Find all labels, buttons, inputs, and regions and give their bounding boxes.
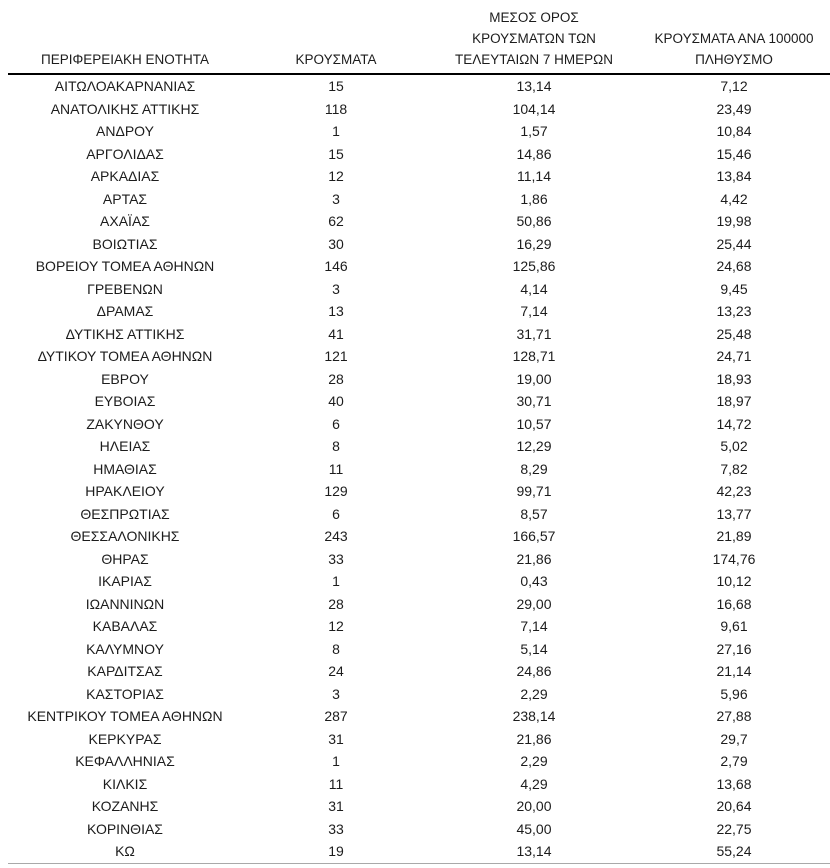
- avg7-cell: 0,43: [520, 573, 548, 589]
- avg7-cell: 50,86: [516, 213, 552, 229]
- table-row: [8, 165, 830, 188]
- per100k-cell: 10,12: [716, 573, 752, 589]
- table-row: [8, 840, 830, 863]
- region-name-cell: ΖΑΚΥΝΘΟΥ: [86, 415, 164, 432]
- cases-cell: 121: [324, 348, 348, 364]
- cases-cell: 1: [332, 753, 340, 769]
- cases-cell: 11: [328, 775, 344, 792]
- region-name-cell: ΑΧΑΪΑΣ: [100, 213, 150, 229]
- avg7-cell: 16,29: [516, 235, 552, 252]
- avg7-cell: 5,14: [520, 640, 548, 657]
- avg7-cell: 21,86: [516, 550, 552, 567]
- region-name-cell: ΓΡΕΒΕΝΩΝ: [87, 280, 163, 297]
- cases-cell: 13: [328, 303, 344, 319]
- table-row: [8, 300, 830, 323]
- avg7-cell: 238,14: [512, 708, 556, 724]
- per100k-cell: 16,68: [716, 595, 752, 612]
- per100k-cell: 5,02: [720, 438, 748, 454]
- table-row: [8, 503, 830, 526]
- per100k-cell: 27,88: [716, 708, 752, 724]
- table-row: [8, 74, 830, 98]
- region-name-cell: ΑΡΚΑΔΙΑΣ: [90, 168, 160, 184]
- region-name-cell: ΕΒΡΟΥ: [101, 370, 149, 387]
- avg7-cell: 1,86: [520, 190, 548, 207]
- table-row: [8, 728, 830, 751]
- table-row: [8, 683, 830, 706]
- avg7-cell: 8,29: [520, 460, 548, 477]
- region-name-cell: ΒΟΙΩΤΙΑΣ: [92, 235, 158, 252]
- per100k-cell: 174,76: [712, 550, 756, 567]
- region-name-cell: ΚΙΛΚΙΣ: [102, 775, 148, 792]
- col-header-cases: [242, 2, 430, 74]
- avg7-cell: 13,14: [516, 843, 552, 859]
- cases-cell: 287: [324, 708, 348, 724]
- region-name-cell: ΚΟΖΑΝΗΣ: [91, 798, 159, 814]
- region-name-cell: ΗΜΑΘΙΑΣ: [93, 460, 157, 477]
- col-header-per100k-line2: ΠΛΗΘΥΣΜΟ: [695, 52, 773, 67]
- cases-cell: 41: [328, 325, 344, 342]
- avg7-cell: 2,29: [520, 753, 548, 769]
- avg7-cell: 2,29: [520, 685, 548, 702]
- table-row: [8, 210, 830, 233]
- cases-cell: 33: [328, 820, 344, 837]
- per100k-cell: 15,46: [716, 145, 752, 162]
- region-name-cell: ΚΕΝΤΡΙΚΟΥ ΤΟΜΕΑ ΑΘΗΝΩΝ: [27, 708, 223, 724]
- region-name-cell: ΑΝΔΡΟΥ: [96, 123, 154, 139]
- table-row: [8, 660, 830, 683]
- region-name-cell: ΑΡΤΑΣ: [102, 190, 148, 207]
- per100k-cell: 22,75: [716, 820, 752, 837]
- region-name-cell: ΔΥΤΙΚΗΣ ΑΤΤΙΚΗΣ: [65, 325, 185, 342]
- table-row: [8, 345, 830, 368]
- region-name-cell: ΗΡΑΚΛΕΙΟΥ: [85, 483, 165, 499]
- region-name-cell: ΘΗΡΑΣ: [101, 550, 149, 567]
- table-row: [8, 120, 830, 143]
- table-row: [8, 413, 830, 436]
- avg7-cell: 12,29: [516, 438, 552, 454]
- table-row: [8, 548, 830, 571]
- table-row: [8, 368, 830, 391]
- cases-cell: 12: [328, 618, 344, 634]
- avg7-cell: 21,86: [516, 730, 552, 747]
- cases-cell: 33: [328, 550, 344, 567]
- region-name-cell: ΘΕΣΠΡΩΤΙΑΣ: [80, 505, 170, 522]
- table-body: [8, 74, 830, 863]
- table-row: [8, 593, 830, 616]
- region-name-cell: ΔΥΤΙΚΟΥ ΤΟΜΕΑ ΑΘΗΝΩΝ: [37, 348, 213, 364]
- cases-cell: 15: [328, 78, 344, 94]
- avg7-cell: 11,14: [517, 168, 551, 184]
- cases-cell: 1: [332, 123, 340, 139]
- region-name-cell: ΚΟΡΙΝΘΙΑΣ: [87, 820, 163, 837]
- per100k-cell: 24,68: [716, 258, 752, 274]
- cases-cell: 8: [332, 438, 340, 454]
- table-row: [8, 570, 830, 593]
- cases-cell: 243: [324, 528, 348, 544]
- table-row: [8, 143, 830, 166]
- per100k-cell: 55,24: [716, 843, 752, 859]
- region-name-cell: ΒΟΡΕΙΟΥ ΤΟΜΕΑ ΑΘΗΝΩΝ: [35, 258, 215, 274]
- per100k-cell: 14,72: [716, 415, 752, 432]
- col-header-avg7-line1: ΜΕΣΟΣ ΟΡΟΣ: [489, 10, 579, 25]
- cases-cell: 146: [324, 258, 348, 274]
- region-name-cell: ΑΝΑΤΟΛΙΚΗΣ ΑΤΤΙΚΗΣ: [50, 100, 200, 117]
- per100k-cell: 21,14: [716, 663, 752, 679]
- per100k-cell: 27,16: [716, 640, 752, 657]
- table-row: [8, 750, 830, 773]
- per100k-cell: 21,89: [716, 528, 752, 544]
- region-name-cell: ΔΡΑΜΑΣ: [96, 303, 154, 319]
- region-name-cell: ΚΑΡΔΙΤΣΑΣ: [87, 663, 163, 679]
- per100k-cell: 9,45: [720, 280, 748, 297]
- table-row: [8, 773, 830, 796]
- avg7-cell: 10,57: [516, 415, 552, 432]
- table-header: [8, 2, 830, 74]
- avg7-cell: 24,86: [516, 663, 552, 679]
- table-row: [8, 525, 830, 548]
- cases-cell: 24: [328, 663, 344, 679]
- per100k-cell: 20,64: [716, 798, 752, 814]
- table-row: [8, 188, 830, 211]
- cases-cell: 12: [328, 168, 344, 184]
- per100k-cell: 7,12: [720, 78, 748, 94]
- per100k-cell: 4,42: [720, 190, 748, 207]
- per100k-cell: 24,71: [716, 348, 752, 364]
- avg7-cell: 1,57: [520, 123, 548, 139]
- cases-cell: 1: [332, 573, 340, 589]
- cases-cell: 62: [328, 213, 344, 229]
- per100k-cell: 29,7: [720, 730, 748, 747]
- avg7-cell: 8,57: [520, 505, 548, 522]
- cases-cell: 3: [332, 685, 340, 702]
- per100k-cell: 25,44: [716, 235, 752, 252]
- region-name-cell: ΚΕΦΑΛΛΗΝΙΑΣ: [75, 753, 175, 769]
- cases-cell: 3: [332, 190, 340, 207]
- table-row: [8, 638, 830, 661]
- cases-cell: 11: [328, 460, 344, 477]
- table-row: [8, 98, 830, 121]
- table-row: [8, 255, 830, 278]
- per100k-cell: 18,97: [716, 393, 752, 409]
- avg7-cell: 7,14: [520, 618, 548, 634]
- table-row: [8, 818, 830, 841]
- per100k-cell: 23,49: [716, 100, 752, 117]
- avg7-cell: 128,71: [512, 348, 556, 364]
- cases-cell: 31: [328, 730, 344, 747]
- per100k-cell: 42,23: [716, 483, 752, 499]
- report-page: [0, 2, 830, 868]
- region-name-cell: ΚΩ: [115, 843, 135, 859]
- per100k-cell: 2,79: [720, 753, 748, 769]
- cases-cell: 31: [328, 798, 344, 814]
- col-header-avg7-line3: ΤΕΛΕΥΤΑΙΩΝ 7 ΗΜΕΡΩΝ: [455, 52, 613, 67]
- avg7-cell: 13,14: [516, 78, 552, 94]
- table-row: [8, 390, 830, 413]
- per100k-cell: 10,84: [716, 123, 752, 139]
- region-name-cell: ΕΥΒΟΙΑΣ: [94, 393, 156, 409]
- table-row: [8, 278, 830, 301]
- col-header-cases-label: ΚΡΟΥΣΜΑΤΑ: [295, 52, 377, 67]
- table-row: [8, 705, 830, 728]
- per100k-cell: 9,61: [720, 618, 748, 634]
- avg7-cell: 99,71: [516, 483, 552, 499]
- cases-cell: 129: [324, 483, 348, 499]
- avg7-cell: 4,14: [520, 280, 548, 297]
- per100k-cell: 13,68: [716, 775, 752, 792]
- avg7-cell: 30,71: [516, 393, 552, 409]
- region-name-cell: ΑΡΓΟΛΙΔΑΣ: [86, 145, 164, 162]
- avg7-cell: 7,14: [520, 303, 548, 319]
- avg7-cell: 14,86: [516, 145, 552, 162]
- region-name-cell: ΗΛΕΙΑΣ: [99, 438, 151, 454]
- region-name-cell: ΚΑΣΤΟΡΙΑΣ: [86, 685, 164, 702]
- region-name-cell: ΚΕΡΚΥΡΑΣ: [88, 730, 162, 747]
- cases-cell: 8: [332, 640, 340, 657]
- table-row: [8, 323, 830, 346]
- table-row: [8, 615, 830, 638]
- per100k-cell: 7,82: [720, 460, 748, 477]
- avg7-cell: 19,00: [516, 370, 552, 387]
- cases-cell: 6: [332, 505, 340, 522]
- avg7-cell: 20,00: [516, 798, 552, 814]
- region-name-cell: ΚΑΛΥΜΝΟΥ: [86, 640, 164, 657]
- avg7-cell: 29,00: [516, 595, 552, 612]
- avg7-cell: 45,00: [516, 820, 552, 837]
- per100k-cell: 13,84: [716, 168, 752, 184]
- col-header-avg7: [430, 2, 638, 74]
- per100k-cell: 13,77: [716, 505, 752, 522]
- cases-cell: 3: [332, 280, 340, 297]
- cases-cell: 28: [328, 370, 344, 387]
- table-row: [8, 233, 830, 256]
- col-header-per100k: [638, 2, 830, 74]
- per100k-cell: 13,23: [716, 303, 752, 319]
- avg7-cell: 31,71: [516, 325, 552, 342]
- per100k-cell: 25,48: [716, 325, 752, 342]
- region-name-cell: ΘΕΣΣΑΛΟΝΙΚΗΣ: [70, 528, 180, 544]
- table-row: [8, 480, 830, 503]
- region-name-cell: ΙΚΑΡΙΑΣ: [98, 573, 152, 589]
- col-header-per100k-line1: ΚΡΟΥΣΜΑΤΑ ΑΝΑ 100000: [654, 31, 814, 46]
- per100k-cell: 18,93: [716, 370, 752, 387]
- cases-cell: 40: [328, 393, 344, 409]
- region-name-cell: ΙΩΑΝΝΙΝΩΝ: [85, 595, 165, 612]
- cases-cell: 6: [332, 415, 340, 432]
- cases-cell: 118: [324, 100, 348, 117]
- avg7-cell: 4,29: [520, 775, 548, 792]
- col-header-region: [8, 2, 242, 74]
- cases-cell: 15: [328, 145, 344, 162]
- cases-cell: 30: [328, 235, 344, 252]
- table-row: [8, 435, 830, 458]
- table-row: [8, 458, 830, 481]
- avg7-cell: 125,86: [512, 258, 556, 274]
- per100k-cell: 5,96: [720, 685, 748, 702]
- avg7-cell: 166,57: [512, 528, 556, 544]
- cases-table: [8, 2, 830, 864]
- col-header-avg7-line2: ΚΡΟΥΣΜΑΤΩΝ ΤΩΝ: [472, 31, 596, 46]
- col-header-region-label: ΠΕΡΙΦΕΡΕΙΑΚΗ ΕΝΟΤΗΤΑ: [40, 52, 210, 67]
- region-name-cell: ΑΙΤΩΛΟΑΚΑΡΝΑΝΙΑΣ: [54, 78, 196, 94]
- avg7-cell: 104,14: [512, 100, 556, 117]
- header-row: [8, 2, 830, 74]
- table-row: [8, 795, 830, 818]
- cases-cell: 19: [328, 843, 344, 859]
- cases-cell: 28: [328, 595, 344, 612]
- per100k-cell: 19,98: [716, 213, 752, 229]
- region-name-cell: ΚΑΒΑΛΑΣ: [92, 618, 158, 634]
